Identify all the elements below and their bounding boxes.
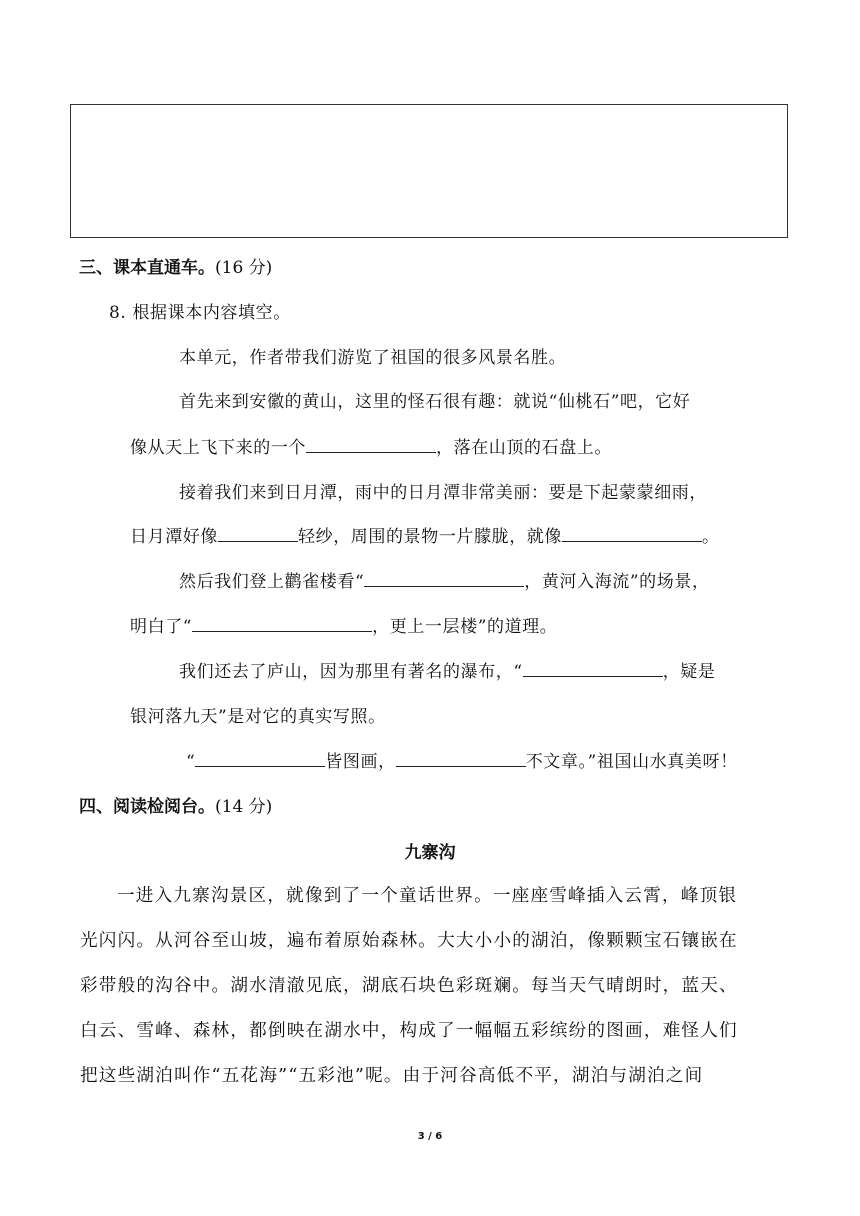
- lushan-line-1: 我们还去了庐山，因为那里有著名的瀑布，“ ，疑是: [179, 662, 716, 682]
- intro-line: 本单元，作者带我们游览了祖国的很多风景名胜。: [179, 348, 567, 368]
- passage-line: 一进入九寨沟景区，就像到了一个童话世界。一座座雪峰插入云霄，峰顶银: [117, 886, 738, 906]
- huangshan-line-2: 像从天上飞下来的一个 ，落在山顶的石盘上。: [130, 438, 612, 458]
- question-8: 8. 根据课本内容填空。: [109, 303, 291, 323]
- blank-7[interactable]: [195, 752, 325, 767]
- huangshan-line-1: 首先来到安徽的黄山，这里的怪石很有趣：就说“仙桃石”吧，它好: [179, 392, 691, 412]
- passage-line: 把这些湖泊叫作“五花海”“五彩池”呢。由于河谷高低不平，湖泊与湖泊之间: [80, 1066, 704, 1086]
- blank-2[interactable]: [218, 527, 298, 542]
- passage-title: 九寨沟: [404, 843, 456, 863]
- guanque-line-1: 然后我们登上鹳雀楼看“ ，黄河入海流”的场景，: [179, 572, 710, 592]
- passage-line: 光闪闪。从河谷至山坡，遍布着原始森林。大大小小的湖泊，像颗颗宝石镶嵌在: [80, 931, 738, 951]
- poem-line: “ 皆图画， 不文章。”祖国山水真美呀！: [186, 752, 738, 772]
- guanque-line-2: 明白了“ ，更上一层楼”的道理。: [130, 617, 558, 637]
- blank-6[interactable]: [523, 662, 663, 677]
- riyuetan-line-1: 接着我们来到日月潭，雨中的日月潭非常美丽：要是下起蒙蒙细雨，: [179, 483, 707, 503]
- page-number: 3 / 6: [417, 1131, 443, 1142]
- section-4-heading: 四、阅读检阅台。(14 分): [79, 797, 273, 817]
- blank-1[interactable]: [306, 438, 436, 453]
- blank-5[interactable]: [192, 617, 372, 632]
- blank-4[interactable]: [364, 572, 524, 587]
- passage-line: 彩带般的沟谷中。湖水清澈见底，湖底石块色彩斑斓。每当天气晴朗时，蓝天、: [80, 976, 738, 996]
- lushan-line-2: 银河落九天”是对它的真实写照。: [130, 707, 386, 727]
- riyuetan-line-2: 日月潭好像 轻纱，周围的景物一片朦胧，就像 。: [130, 527, 720, 547]
- passage-line: 白云、雪峰、森林，都倒映在湖水中，构成了一幅幅五彩缤纷的图画，难怪人们: [80, 1021, 738, 1041]
- blank-3[interactable]: [562, 527, 702, 542]
- section-3-heading: 三、课本直通车。(16 分): [79, 258, 273, 278]
- answer-box[interactable]: [70, 104, 788, 238]
- blank-8[interactable]: [396, 752, 526, 767]
